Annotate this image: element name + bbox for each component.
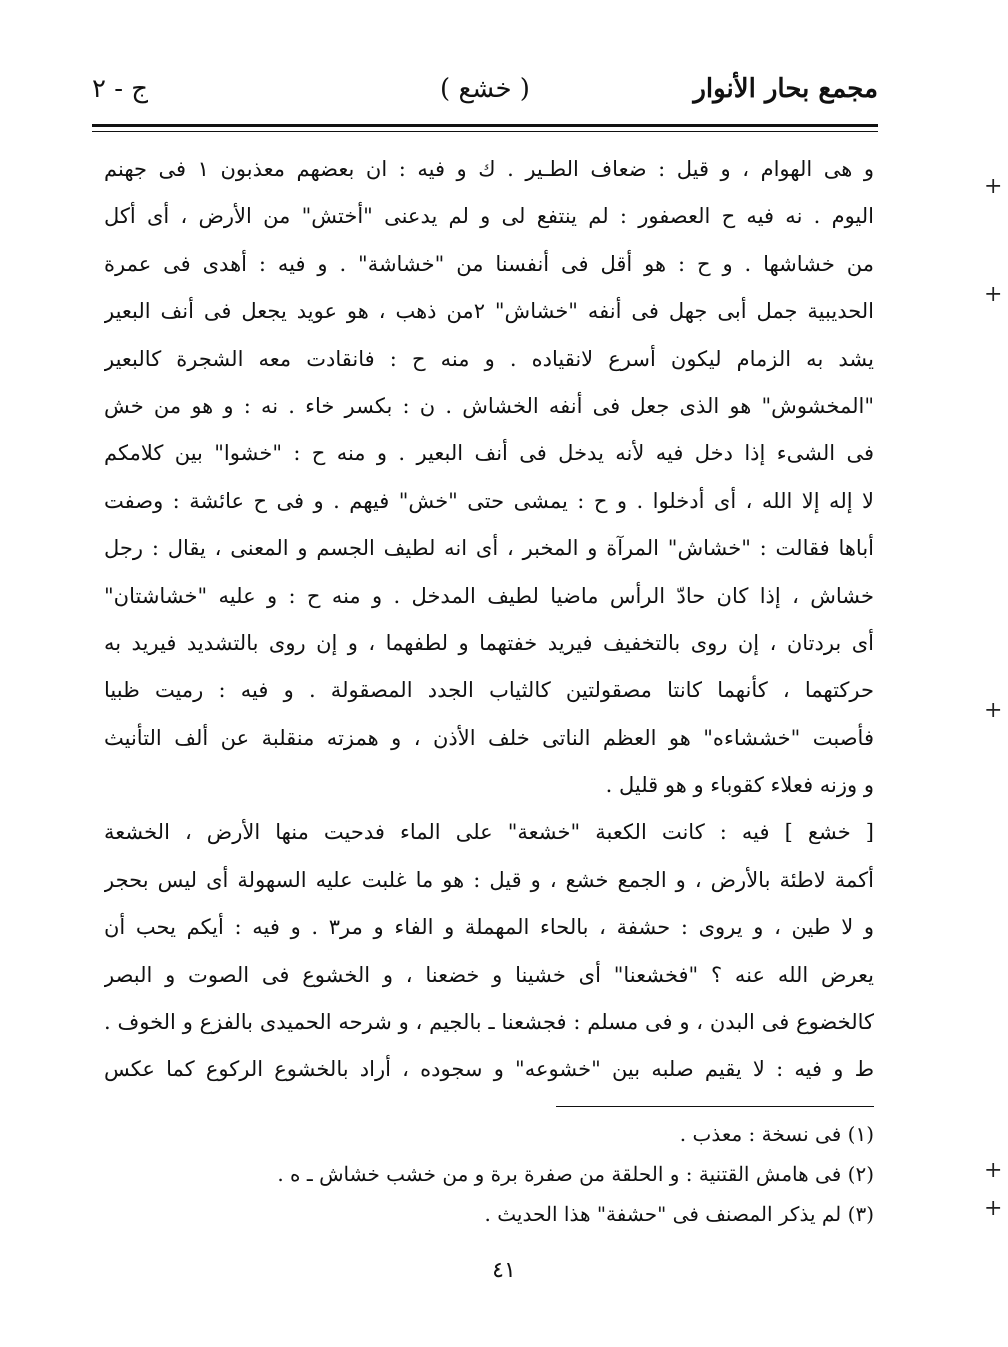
text-line: أى بردتان ، إن روى بالتخفيف فيريد خفتهما و لطفهما ، و إن روى بالتشديد فيريد به [104, 630, 874, 655]
volume-number: ج - ٢ [92, 74, 149, 104]
footnotes [104, 1114, 874, 1234]
header-rule-thick [92, 124, 878, 127]
page-header [92, 70, 878, 120]
book-title: مجمع بحار الأنوار [693, 74, 878, 104]
margin-cross-mark: + [984, 174, 1003, 199]
margin-cross-mark: + [984, 282, 1003, 307]
text-line: كالخضوع فى البدن ، و فى مسلم : فجشعنا ـ بالجيم ، و شرحه الحميدى بالفزع و الخوف . [104, 1010, 874, 1035]
text-line: يعرض الله عنه ؟ "فخشعنا" أى خشينا و خضعنا ، و الخشوع فى الصوت و البصر [104, 962, 874, 987]
page-number: ٤١ [492, 1258, 516, 1283]
text-line: يشد به الزمام ليكون أسرع لانقياده . و منه ح : فانقادت معه الشجرة كالبعير [104, 346, 874, 371]
margin-cross-mark: + [984, 698, 1003, 723]
text-line: أكمة لاطئة بالأرض ، و الجمع خشع ، و قيل : هو ما غلبت عليه السهولة أى ليس بحجر [104, 867, 874, 892]
body-text [104, 146, 874, 1094]
header-rule-thin [92, 131, 878, 132]
text-line: [ خشع ] فيه : كانت الكعبة "خشعة" على الماء فدحيت منها الأرض ، الخشعة [104, 820, 874, 845]
entry-title: ( خشع ) [440, 74, 530, 104]
margin-cross-mark: + [984, 1196, 1003, 1221]
footnote: (٢) فى هامش القتنية : و الحلقة من صفرة برة و من خشب خشاش ـ ه . [277, 1162, 874, 1186]
text-line: اليوم . نه فيه ح العصفور : لم ينتفع لى و لم يدعنى "أختش" من الأرض ، أى أكل [104, 204, 874, 229]
margin-cross-mark: + [984, 1158, 1003, 1183]
text-line: فأصبت "خششاءه" هو العظم الناتى خلف الأذن ، و همزته منقلبة عن ألف التأنيث [104, 725, 874, 750]
text-line: الحديبية جمل أبى جهل فى أنفه "خشاش" ٢من ذهب ، هو عويد يجعل فى أنف البعير [104, 299, 874, 324]
text-line: ط و فيه : لا يقيم صلبه بين "خشوعه" و سجوده ، أراد بالخشوع الركوع كما عكس [104, 1057, 874, 1082]
text-line: لا إله إلا الله ، أى أدخلوا . و ح : يمشى حتى "خش" فيهم . و فى ح عائشة : وصفت [104, 488, 874, 513]
text-line: فى الشىء إذا دخل فيه لأنه يدخل فى أنف البعير . و منه ح : "خشوا" بين كلامكم [104, 441, 874, 466]
text-line: و لا طين ، و يروى : حشفة ، بالحاء المهملة و الفاء و مر٣ . و فيه : أيكم يحب أن [104, 915, 874, 940]
text-line: خشاش ، إذا كان حادّ الرأس ماضيا لطيف المدخل . و منه ح : و عليه "خشاشتان" [104, 583, 874, 608]
footnote: (٣) لم يذكر المصنف فى "حشفة" هذا الحديث . [484, 1202, 874, 1226]
footnote: (١) فى نسخة : معذب . [679, 1122, 874, 1146]
footnote-rule [556, 1106, 874, 1107]
text-line: و هى الهوام ، و قيل : ضعاف الطـير . ك و فيه : ان بعضهم معذبون ١ فى جهنم [104, 157, 874, 181]
text-line: من خشاشها . و ح : هو أقل فى أنفسنا من "خشاشة" . و فيه : أهدى فى عمرة [104, 251, 874, 276]
text-line: أباها فقالت : "خشاش" المرآة و المخبر ، أى انه لطيف الجسم و المعنى ، يقال : رجل [104, 536, 874, 561]
text-line: حركتهما ، كأنهما كانتا مصقولتين كالثياب الجدد المصقولة . و فيه : رميت ظبيا [104, 678, 874, 703]
text-line: "المخشوش" هو الذى جعل فى أنفه الخشاش . ن : بكسر خاء . نه : و هو من خش [104, 393, 874, 418]
text-line: و وزنه فعلاء كقوباء و هو قليل . [605, 773, 874, 798]
